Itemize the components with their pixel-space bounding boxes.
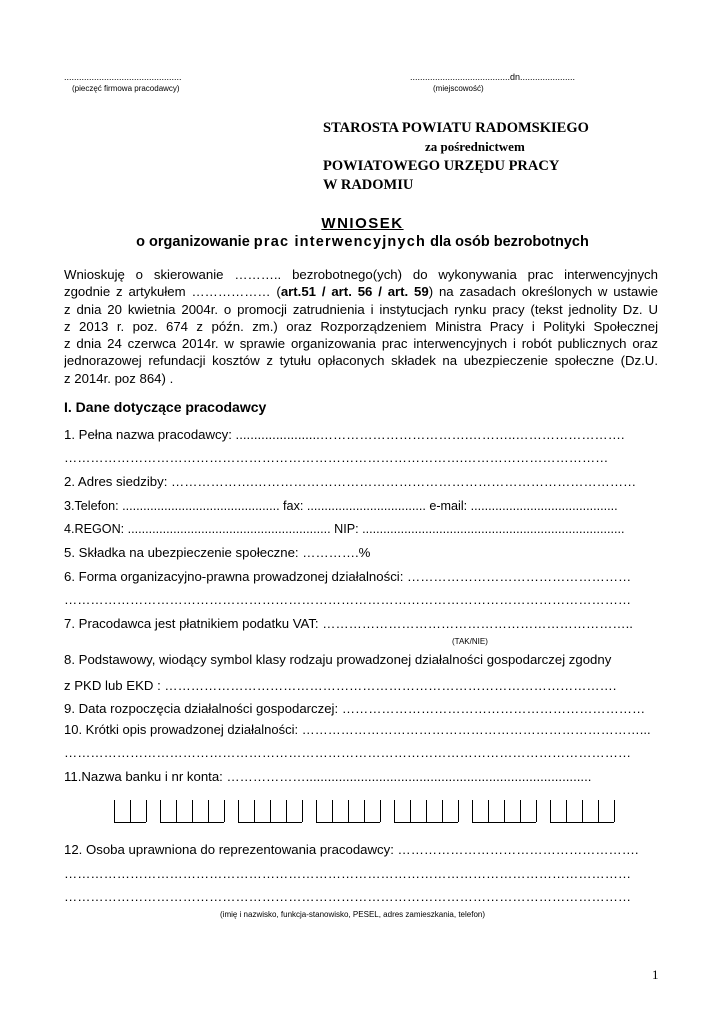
account-group[interactable] (394, 800, 458, 823)
field-legal-form[interactable]: 6. Forma organizacyjno-prawna prowadzonej działalności: …………………………………………… (64, 569, 632, 584)
field-bank[interactable]: 11.Nazwa banku i nr konta: ……………….............................................................................. (64, 769, 592, 784)
account-digit-cell[interactable] (426, 800, 427, 822)
place-caption: (miejscowość) (433, 84, 484, 93)
account-group[interactable] (160, 800, 224, 823)
field-vat[interactable]: 7. Pracodawca jest płatnikiem podatku VAT: …………………………………………………………….. (64, 616, 633, 631)
field-representative[interactable]: 12. Osoba uprawniona do reprezentowania pracodawcy: ………………………………………………. (64, 842, 639, 857)
account-digit-cell[interactable] (224, 800, 225, 822)
intro-l2-pre: zgodnie z artykułem ……………… ( (64, 284, 281, 300)
document-subtitle (0, 234, 725, 250)
account-digit-cell[interactable] (566, 800, 567, 822)
account-digit-cell[interactable] (504, 800, 505, 822)
account-digit-cell[interactable] (114, 800, 115, 822)
field-representative-cont2[interactable]: ………………………………………………………………………………………………………………… (64, 889, 632, 904)
account-digit-cell[interactable] (364, 800, 365, 822)
article-options: art.51 / art. 56 / art. 59 (280, 284, 429, 300)
account-digit-cell[interactable] (130, 800, 131, 822)
page-number: 1 (652, 967, 659, 982)
addressee-line2: za pośrednictwem (425, 139, 525, 154)
document-title: WNIOSEK (321, 215, 404, 232)
account-digit-cell[interactable] (458, 800, 459, 822)
account-digit-cell[interactable] (302, 800, 303, 822)
account-digit-cell[interactable] (332, 800, 333, 822)
account-digit-cell[interactable] (488, 800, 489, 822)
field-pkd-label: 8. Podstawowy, wiodący symbol klasy rodzaju prowadzonej działalności gospodarczej zgodny (64, 652, 612, 667)
account-group[interactable] (316, 800, 380, 823)
intro-line: z dnia 20 kwietnia 2004r. o promocji zatrudnienia i instytucjach rynku pracy (tekst jednolity Dz. U (64, 301, 658, 317)
vat-caption: (TAK/NIE) (452, 637, 488, 646)
account-digit-cell[interactable] (286, 800, 287, 822)
field-social-insurance[interactable]: 5. Składka na ubezpieczenie społeczne: ………….% (64, 545, 371, 560)
field-activity-description[interactable]: 10. Krótki opis prowadzonej działalności: ……………………………………………………………………... (64, 722, 651, 737)
addressee-line3: POWIATOWEGO URZĘDU PRACY (323, 158, 560, 174)
account-digit-cell[interactable] (208, 800, 209, 822)
subtitle-post: dla osób bezrobotnych (426, 234, 589, 250)
account-digit-cell[interactable] (614, 800, 615, 822)
field-address[interactable]: 2. Adres siedziby: ……………….…………………………………………………………………………… (64, 474, 637, 489)
account-digit-cell[interactable] (238, 800, 239, 822)
field-activity-description-cont[interactable]: ………………………………………………………………………………………………………………… (64, 745, 632, 760)
intro-line: Wnioskuję o skierowanie ……….. bezrobotnego(ych) do wykonywania prac interwencyjnych (64, 267, 658, 282)
account-group[interactable] (238, 800, 302, 823)
account-group[interactable] (472, 800, 536, 823)
account-digit-cell[interactable] (582, 800, 583, 822)
place-date-dots[interactable]: ........................................dn...................... (410, 72, 576, 82)
intro-line: z 2014r. poz 864) . (64, 370, 174, 386)
account-digit-cell[interactable] (192, 800, 193, 822)
field-representative-cont[interactable]: ………………………………………………………………………………………………………………… (64, 866, 632, 881)
addressee-line1: STAROSTA POWIATU RADOMSKIEGO (323, 120, 589, 136)
section-heading: I. Dane dotyczące pracodawcy (64, 399, 267, 415)
intro-line: z 2013 r. poz. 674 z późn. zm.) oraz Rozporządzeniem Ministra Pracy i Polityki Społecznej (64, 318, 658, 334)
stamp-caption: (pieczęć firmowa pracodawcy) (72, 84, 180, 93)
account-digit-cell[interactable] (254, 800, 255, 822)
stamp-dots[interactable]: ............................................... (64, 72, 182, 82)
account-digit-cell[interactable] (472, 800, 473, 822)
representative-caption: (imię i nazwisko, funkcja-stanowisko, PESEL, adres zamieszkania, telefon) (220, 910, 485, 919)
account-digit-cell[interactable] (316, 800, 317, 822)
account-digit-cell[interactable] (550, 800, 551, 822)
intro-line: z dnia 24 czerwca 2014r. w sprawie organizowania prac interwencyjnych i robót publicznych oraz (64, 336, 658, 352)
intro-paragraph (64, 266, 658, 387)
field-employer-name-cont[interactable]: ……………………………………………………………………………….…………………………… (64, 450, 609, 465)
account-digit-cell[interactable] (394, 800, 395, 822)
account-group[interactable] (550, 800, 614, 823)
account-group[interactable] (114, 800, 146, 823)
field-regon-nip[interactable]: 4.REGON: .......................................................... NIP: ........................................................................... (64, 522, 625, 536)
intro-line: jednorazowej refundacji kosztów z tytułu opłaconych składek na ubezpieczenie społeczne (Dz.U. (64, 353, 658, 369)
intro-line (64, 283, 658, 300)
field-employer-name[interactable]: 1. Pełna nazwa pracodawcy: .......................…………………………….………..……………………. (64, 427, 625, 442)
account-digit-cell[interactable] (348, 800, 349, 822)
field-pkd[interactable]: z PKD lub EKD : …………………………………………………………………………………………. (64, 678, 617, 693)
field-contact[interactable]: 3.Telefon: ............................................. fax: .................................. e-mail: .......................................... (64, 499, 618, 513)
account-digit-cell[interactable] (520, 800, 521, 822)
account-digit-cell[interactable] (176, 800, 177, 822)
addressee-line4: W RADOMIU (323, 177, 414, 193)
account-digit-cell[interactable] (380, 800, 381, 822)
field-legal-form-cont[interactable]: ………………………………………………………………………………………………………………… (64, 592, 632, 607)
account-digit-cell[interactable] (160, 800, 161, 822)
account-digit-cell[interactable] (270, 800, 271, 822)
subtitle-pre: o organizowanie (136, 234, 254, 250)
field-start-date[interactable]: 9. Data rozpoczęcia działalności gospodarczej: …………………………………………………………… (64, 701, 646, 716)
account-digit-cell[interactable] (598, 800, 599, 822)
intro-l2-post: ) na zasadach określonych w ustawie (428, 284, 658, 300)
account-digit-cell[interactable] (146, 800, 147, 822)
subtitle-spaced: prac interwencyjnych (253, 234, 427, 250)
account-digit-cell[interactable] (536, 800, 537, 822)
account-digit-cell[interactable] (442, 800, 443, 822)
account-digit-cell[interactable] (410, 800, 411, 822)
